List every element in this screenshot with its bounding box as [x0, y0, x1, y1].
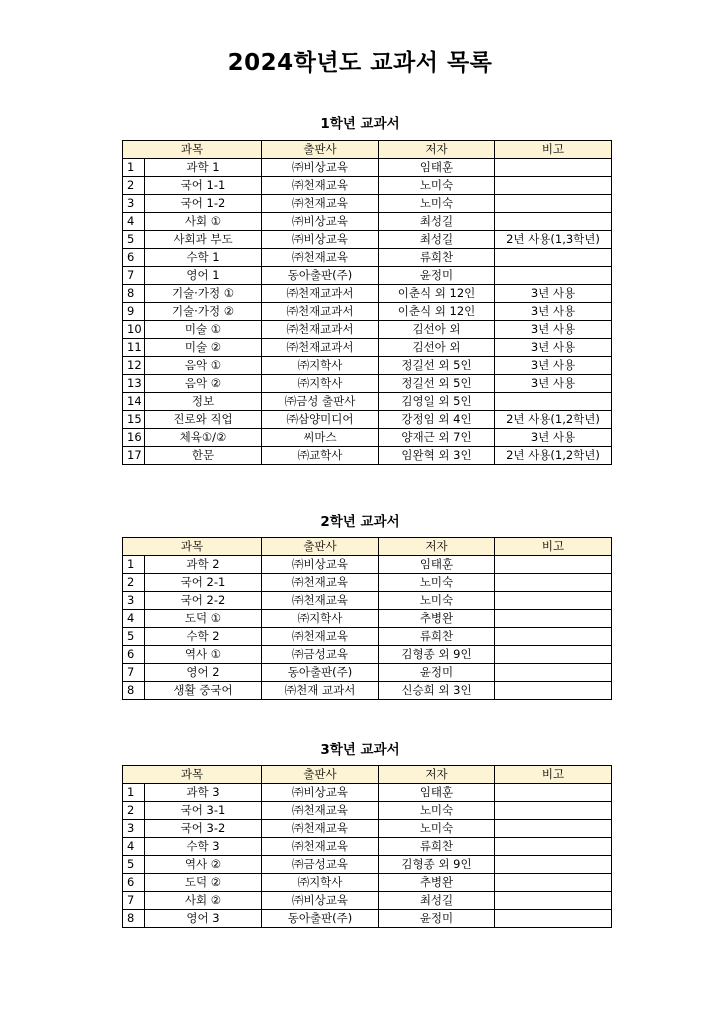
- table-row: [123, 628, 612, 646]
- row-number: 5: [123, 231, 145, 249]
- author-cell: 정길선 외 5인: [379, 357, 495, 375]
- author-cell: 이춘식 외 12인: [379, 285, 495, 303]
- section-title-grade1: 1학년 교과서: [320, 116, 400, 132]
- header-publisher: 출판사: [262, 538, 379, 556]
- author-cell: 추병완: [379, 610, 495, 628]
- author-cell: 노미숙: [379, 177, 495, 195]
- table-row: [123, 447, 612, 465]
- subject-cell: 수학 1: [145, 249, 262, 267]
- subject-cell: 기술·가정 ①: [145, 285, 262, 303]
- note-cell: [495, 802, 612, 820]
- publisher-cell: ㈜비상교육: [262, 159, 379, 177]
- table-row: [123, 375, 612, 393]
- publisher-cell: ㈜지학사: [262, 375, 379, 393]
- author-cell: 윤정미: [379, 664, 495, 682]
- subject-cell: 체육①/②: [145, 429, 262, 447]
- table-row: [123, 411, 612, 429]
- author-cell: 정길선 외 5인: [379, 375, 495, 393]
- section-title-grade2: 2학년 교과서: [320, 514, 400, 530]
- row-number: 14: [123, 393, 145, 411]
- note-cell: [495, 874, 612, 892]
- row-number: 1: [123, 556, 145, 574]
- publisher-cell: 씨마스: [262, 429, 379, 447]
- note-cell: 3년 사용: [495, 375, 612, 393]
- table-row: [123, 574, 612, 592]
- table-row: [123, 892, 612, 910]
- table-row: [123, 321, 612, 339]
- header-subject: 과목: [123, 766, 262, 784]
- row-number: 2: [123, 177, 145, 195]
- publisher-cell: ㈜지학사: [262, 357, 379, 375]
- author-cell: 강정임 외 4인: [379, 411, 495, 429]
- subject-cell: 수학 2: [145, 628, 262, 646]
- table-row: [123, 285, 612, 303]
- note-cell: [495, 892, 612, 910]
- publisher-cell: ㈜비상교육: [262, 556, 379, 574]
- publisher-cell: ㈜천재교육: [262, 195, 379, 213]
- author-cell: 김선아 외: [379, 339, 495, 357]
- subject-cell: 한문: [145, 447, 262, 465]
- publisher-cell: 동아출판(주): [262, 910, 379, 928]
- subject-cell: 역사 ①: [145, 646, 262, 664]
- publisher-cell: ㈜비상교육: [262, 784, 379, 802]
- note-cell: [495, 159, 612, 177]
- table-row: [123, 429, 612, 447]
- publisher-cell: ㈜천재교육: [262, 177, 379, 195]
- row-number: 1: [123, 159, 145, 177]
- row-number: 7: [123, 664, 145, 682]
- publisher-cell: ㈜금성 출판사: [262, 393, 379, 411]
- subject-cell: 과학 2: [145, 556, 262, 574]
- header-note: 비고: [495, 538, 612, 556]
- textbook-table-grade3: [122, 765, 612, 928]
- note-cell: 3년 사용: [495, 285, 612, 303]
- header-note: 비고: [495, 141, 612, 159]
- header-note: 비고: [495, 766, 612, 784]
- publisher-cell: ㈜천재교육: [262, 838, 379, 856]
- note-cell: [495, 610, 612, 628]
- row-number: 8: [123, 682, 145, 700]
- row-number: 12: [123, 357, 145, 375]
- author-cell: 임태훈: [379, 784, 495, 802]
- note-cell: 3년 사용: [495, 321, 612, 339]
- author-cell: 임태훈: [379, 159, 495, 177]
- subject-cell: 미술 ①: [145, 321, 262, 339]
- subject-cell: 국어 3-1: [145, 802, 262, 820]
- author-cell: 추병완: [379, 874, 495, 892]
- row-number: 15: [123, 411, 145, 429]
- note-cell: 2년 사용(1,3학년): [495, 231, 612, 249]
- author-cell: 김영일 외 5인: [379, 393, 495, 411]
- author-cell: 류희찬: [379, 249, 495, 267]
- table-row: [123, 213, 612, 231]
- note-cell: [495, 249, 612, 267]
- note-cell: [495, 556, 612, 574]
- note-cell: [495, 682, 612, 700]
- table-row: [123, 195, 612, 213]
- table-row: [123, 177, 612, 195]
- table-row: [123, 267, 612, 285]
- header-subject: 과목: [123, 538, 262, 556]
- table-header-row: [123, 766, 612, 784]
- subject-cell: 생활 중국어: [145, 682, 262, 700]
- row-number: 6: [123, 874, 145, 892]
- publisher-cell: ㈜지학사: [262, 874, 379, 892]
- row-number: 8: [123, 910, 145, 928]
- row-number: 2: [123, 802, 145, 820]
- row-number: 6: [123, 646, 145, 664]
- table-row: [123, 339, 612, 357]
- publisher-cell: ㈜천재 교과서: [262, 682, 379, 700]
- note-cell: [495, 664, 612, 682]
- publisher-cell: ㈜삼양미디어: [262, 411, 379, 429]
- subject-cell: 영어 2: [145, 664, 262, 682]
- note-cell: 3년 사용: [495, 303, 612, 321]
- note-cell: [495, 820, 612, 838]
- author-cell: 임태훈: [379, 556, 495, 574]
- row-number: 13: [123, 375, 145, 393]
- author-cell: 신승희 외 3인: [379, 682, 495, 700]
- row-number: 4: [123, 213, 145, 231]
- row-number: 8: [123, 285, 145, 303]
- author-cell: 김형종 외 9인: [379, 856, 495, 874]
- row-number: 3: [123, 820, 145, 838]
- note-cell: [495, 213, 612, 231]
- subject-cell: 수학 3: [145, 838, 262, 856]
- note-cell: [495, 267, 612, 285]
- table-row: [123, 874, 612, 892]
- table-row: [123, 393, 612, 411]
- author-cell: 이춘식 외 12인: [379, 303, 495, 321]
- textbook-table-grade1: [122, 140, 612, 465]
- subject-cell: 기술·가정 ②: [145, 303, 262, 321]
- publisher-cell: ㈜비상교육: [262, 213, 379, 231]
- header-subject: 과목: [123, 141, 262, 159]
- table-row: [123, 784, 612, 802]
- subject-cell: 국어 2-2: [145, 592, 262, 610]
- table-row: [123, 303, 612, 321]
- header-publisher: 출판사: [262, 141, 379, 159]
- author-cell: 노미숙: [379, 574, 495, 592]
- table-row: [123, 802, 612, 820]
- author-cell: 윤정미: [379, 910, 495, 928]
- publisher-cell: ㈜천재교육: [262, 802, 379, 820]
- publisher-cell: ㈜천재교육: [262, 249, 379, 267]
- page-title: 2024학년도 교과서 목록: [227, 50, 493, 76]
- author-cell: 류희찬: [379, 838, 495, 856]
- note-cell: [495, 628, 612, 646]
- table-row: [123, 838, 612, 856]
- row-number: 1: [123, 784, 145, 802]
- row-number: 5: [123, 856, 145, 874]
- row-number: 3: [123, 195, 145, 213]
- table-row: [123, 910, 612, 928]
- note-cell: [495, 177, 612, 195]
- table-row: [123, 357, 612, 375]
- subject-cell: 국어 1-1: [145, 177, 262, 195]
- table-row: [123, 664, 612, 682]
- note-cell: 3년 사용: [495, 429, 612, 447]
- row-number: 10: [123, 321, 145, 339]
- note-cell: [495, 646, 612, 664]
- row-number: 9: [123, 303, 145, 321]
- note-cell: [495, 784, 612, 802]
- note-cell: [495, 856, 612, 874]
- author-cell: 임완혁 외 3인: [379, 447, 495, 465]
- note-cell: [495, 910, 612, 928]
- author-cell: 노미숙: [379, 802, 495, 820]
- subject-cell: 미술 ②: [145, 339, 262, 357]
- publisher-cell: ㈜천재교과서: [262, 285, 379, 303]
- row-number: 7: [123, 892, 145, 910]
- subject-cell: 사회과 부도: [145, 231, 262, 249]
- header-publisher: 출판사: [262, 766, 379, 784]
- table-row: [123, 682, 612, 700]
- note-cell: [495, 393, 612, 411]
- note-cell: [495, 838, 612, 856]
- subject-cell: 과학 3: [145, 784, 262, 802]
- author-cell: 노미숙: [379, 820, 495, 838]
- author-cell: 최성길: [379, 213, 495, 231]
- table-row: [123, 820, 612, 838]
- author-cell: 양재근 외 7인: [379, 429, 495, 447]
- header-author: 저자: [379, 141, 495, 159]
- subject-cell: 음악 ①: [145, 357, 262, 375]
- row-number: 4: [123, 838, 145, 856]
- subject-cell: 영어 1: [145, 267, 262, 285]
- author-cell: 김선아 외: [379, 321, 495, 339]
- publisher-cell: ㈜천재교육: [262, 628, 379, 646]
- subject-cell: 영어 3: [145, 910, 262, 928]
- row-number: 16: [123, 429, 145, 447]
- row-number: 4: [123, 610, 145, 628]
- table-row: [123, 159, 612, 177]
- row-number: 7: [123, 267, 145, 285]
- subject-cell: 도덕 ①: [145, 610, 262, 628]
- row-number: 11: [123, 339, 145, 357]
- table-row: [123, 556, 612, 574]
- publisher-cell: ㈜천재교육: [262, 574, 379, 592]
- table-header-row: [123, 141, 612, 159]
- section-title-grade3: 3학년 교과서: [320, 742, 400, 758]
- note-cell: [495, 592, 612, 610]
- table-row: [123, 856, 612, 874]
- publisher-cell: ㈜천재교육: [262, 592, 379, 610]
- note-cell: 3년 사용: [495, 339, 612, 357]
- author-cell: 윤정미: [379, 267, 495, 285]
- author-cell: 류희찬: [379, 628, 495, 646]
- publisher-cell: ㈜천재교과서: [262, 339, 379, 357]
- table-row: [123, 646, 612, 664]
- subject-cell: 과학 1: [145, 159, 262, 177]
- subject-cell: 도덕 ②: [145, 874, 262, 892]
- publisher-cell: ㈜천재교육: [262, 820, 379, 838]
- row-number: 6: [123, 249, 145, 267]
- publisher-cell: 동아출판(주): [262, 267, 379, 285]
- table-row: [123, 231, 612, 249]
- publisher-cell: ㈜교학사: [262, 447, 379, 465]
- author-cell: 노미숙: [379, 195, 495, 213]
- publisher-cell: 동아출판(주): [262, 664, 379, 682]
- subject-cell: 진로와 직업: [145, 411, 262, 429]
- publisher-cell: ㈜지학사: [262, 610, 379, 628]
- subject-cell: 국어 1-2: [145, 195, 262, 213]
- publisher-cell: ㈜금성교육: [262, 856, 379, 874]
- note-cell: [495, 195, 612, 213]
- publisher-cell: ㈜비상교육: [262, 231, 379, 249]
- publisher-cell: ㈜천재교과서: [262, 321, 379, 339]
- row-number: 2: [123, 574, 145, 592]
- publisher-cell: ㈜금성교육: [262, 646, 379, 664]
- subject-cell: 사회 ②: [145, 892, 262, 910]
- textbook-table-grade2: [122, 537, 612, 700]
- note-cell: [495, 574, 612, 592]
- row-number: 5: [123, 628, 145, 646]
- table-row: [123, 249, 612, 267]
- subject-cell: 사회 ①: [145, 213, 262, 231]
- author-cell: 최성길: [379, 892, 495, 910]
- author-cell: 김형종 외 9인: [379, 646, 495, 664]
- subject-cell: 국어 2-1: [145, 574, 262, 592]
- subject-cell: 역사 ②: [145, 856, 262, 874]
- row-number: 17: [123, 447, 145, 465]
- table-row: [123, 592, 612, 610]
- subject-cell: 정보: [145, 393, 262, 411]
- publisher-cell: ㈜천재교과서: [262, 303, 379, 321]
- header-author: 저자: [379, 766, 495, 784]
- subject-cell: 국어 3-2: [145, 820, 262, 838]
- note-cell: 2년 사용(1,2학년): [495, 447, 612, 465]
- row-number: 3: [123, 592, 145, 610]
- note-cell: 3년 사용: [495, 357, 612, 375]
- author-cell: 최성길: [379, 231, 495, 249]
- table-row: [123, 610, 612, 628]
- note-cell: 2년 사용(1,2학년): [495, 411, 612, 429]
- header-author: 저자: [379, 538, 495, 556]
- subject-cell: 음악 ②: [145, 375, 262, 393]
- publisher-cell: ㈜비상교육: [262, 892, 379, 910]
- table-header-row: [123, 538, 612, 556]
- author-cell: 노미숙: [379, 592, 495, 610]
